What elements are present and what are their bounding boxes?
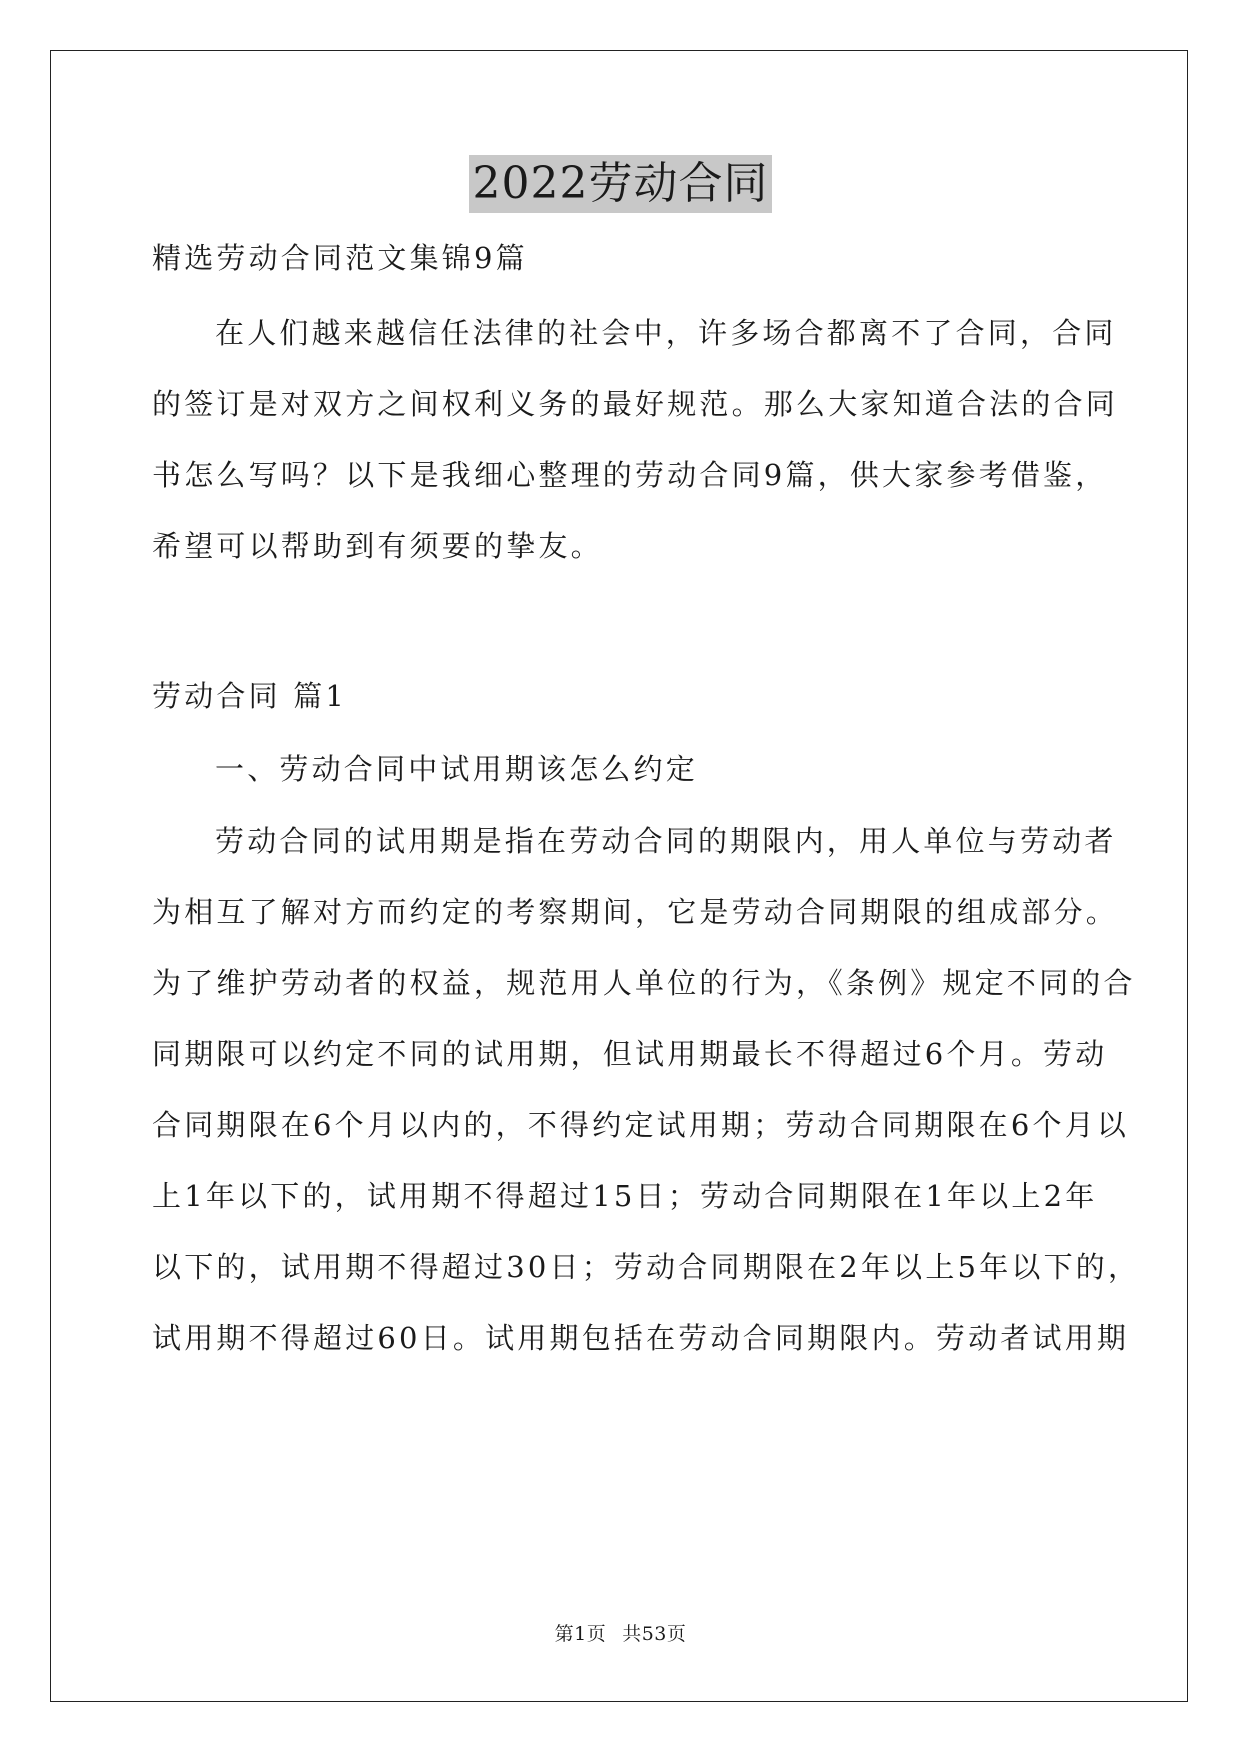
body-line: 为了维护劳动者的权益，规范用人单位的行为，《条例》规定不同的合	[152, 966, 1136, 1000]
document-title: 2022劳动合同	[469, 155, 773, 213]
sub-heading: 一、劳动合同中试用期该怎么约定	[215, 752, 699, 786]
page-footer	[0, 1622, 1241, 1646]
page-number: 第1页	[554, 1623, 607, 1645]
subtitle: 精选劳动合同范文集锦9篇	[152, 241, 528, 275]
body-line: 试用期不得超过60日。试用期包括在劳动合同期限内。劳动者试用期	[152, 1321, 1130, 1355]
page-border	[50, 50, 1188, 1702]
intro-line: 希望可以帮助到有须要的挚友。	[152, 529, 603, 563]
body-line: 合同期限在6个月以内的，不得约定试用期；劳动合同期限在6个月以	[152, 1108, 1130, 1142]
body-line: 同期限可以约定不同的试用期，但试用期最长不得超过6个月。劳动	[152, 1037, 1108, 1071]
body-line: 以下的，试用期不得超过30日；劳动合同期限在2年以上5年以下的，	[152, 1250, 1141, 1284]
title-block	[0, 155, 1241, 213]
body-line: 上1年以下的，试用期不得超过15日；劳动合同期限在1年以上2年	[152, 1179, 1098, 1213]
intro-line: 在人们越来越信任法律的社会中，许多场合都离不了合同，合同	[215, 316, 1117, 350]
total-pages: 共53页	[622, 1623, 687, 1645]
body-line: 为相互了解对方而约定的考察期间，它是劳动合同期限的组成部分。	[152, 895, 1119, 929]
intro-line: 的签订是对双方之间权利义务的最好规范。那么大家知道合法的合同	[152, 387, 1119, 421]
body-line: 劳动合同的试用期是指在劳动合同的期限内，用人单位与劳动者	[215, 824, 1117, 858]
intro-line: 书怎么写吗？以下是我细心整理的劳动合同9篇，供大家参考借鉴，	[152, 458, 1108, 492]
section-heading: 劳动合同 篇1	[152, 679, 348, 713]
